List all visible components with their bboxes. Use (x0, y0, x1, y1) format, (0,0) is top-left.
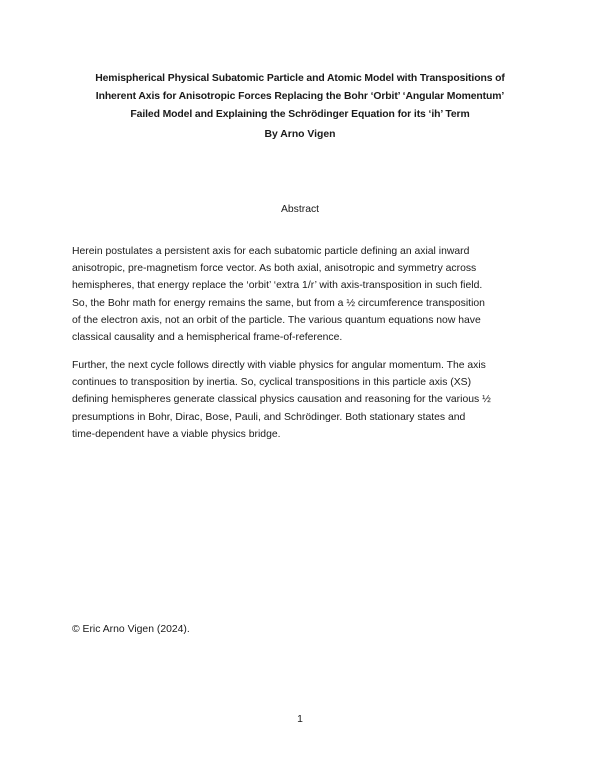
abstract-heading: Abstract (280, 204, 320, 215)
abstract-paragraph-2 (72, 357, 532, 443)
paragraph-line: hemispheres, that energy replace the ‘orbit’ ‘extra 1/r’ with axis-transposition in such field. (72, 280, 483, 292)
paragraph-line: continues to transposition by inertia. So, cyclical transpositions in this particle axis (XS) (72, 377, 472, 389)
title-line: Inherent Axis for Anisotropic Forces Replacing the Bohr ‘Orbit’ ‘Angular Momentum’ (95, 91, 505, 102)
page-number: 1 (297, 714, 303, 725)
author-byline: By Arno Vigen (264, 129, 336, 140)
paragraph-line: of the electron axis, not an orbit of the particle. The various quantum equations now have (72, 314, 481, 326)
paragraph-line: classical causality and a hemispherical frame-of-reference. (72, 332, 343, 344)
title-line: Hemispherical Physical Subatomic Particle and Atomic Model with Transpositions of (95, 73, 505, 84)
document-title (60, 70, 540, 124)
paragraph-line: So, the Bohr math for energy remains the same, but from a ½ circumference transposition (72, 297, 485, 309)
paragraph-line: defining hemispheres generate classical physics causation and reasoning for the various ½ (72, 394, 491, 406)
abstract-paragraph-1 (72, 243, 532, 346)
paragraph-line: Herein postulates a persistent axis for each subatomic particle defining an axial inward (72, 246, 470, 257)
paragraph-line: anisotropic, pre-magnetism force vector. As both axial, anisotropic and symmetry across (72, 263, 477, 275)
paragraph-line: Further, the next cycle follows directly with viable physics for angular momentum. The axis (72, 360, 486, 371)
copyright-notice: © Eric Arno Vigen (2024). (72, 624, 190, 635)
paragraph-line: time-dependent have a viable physics bridge. (72, 428, 281, 440)
paragraph-line: presumptions in Bohr, Dirac, Bose, Pauli, and Schrödinger. Both stationary states and (72, 411, 466, 423)
title-line: Failed Model and Explaining the Schrödinger Equation for its ‘ih’ Term (130, 109, 470, 120)
